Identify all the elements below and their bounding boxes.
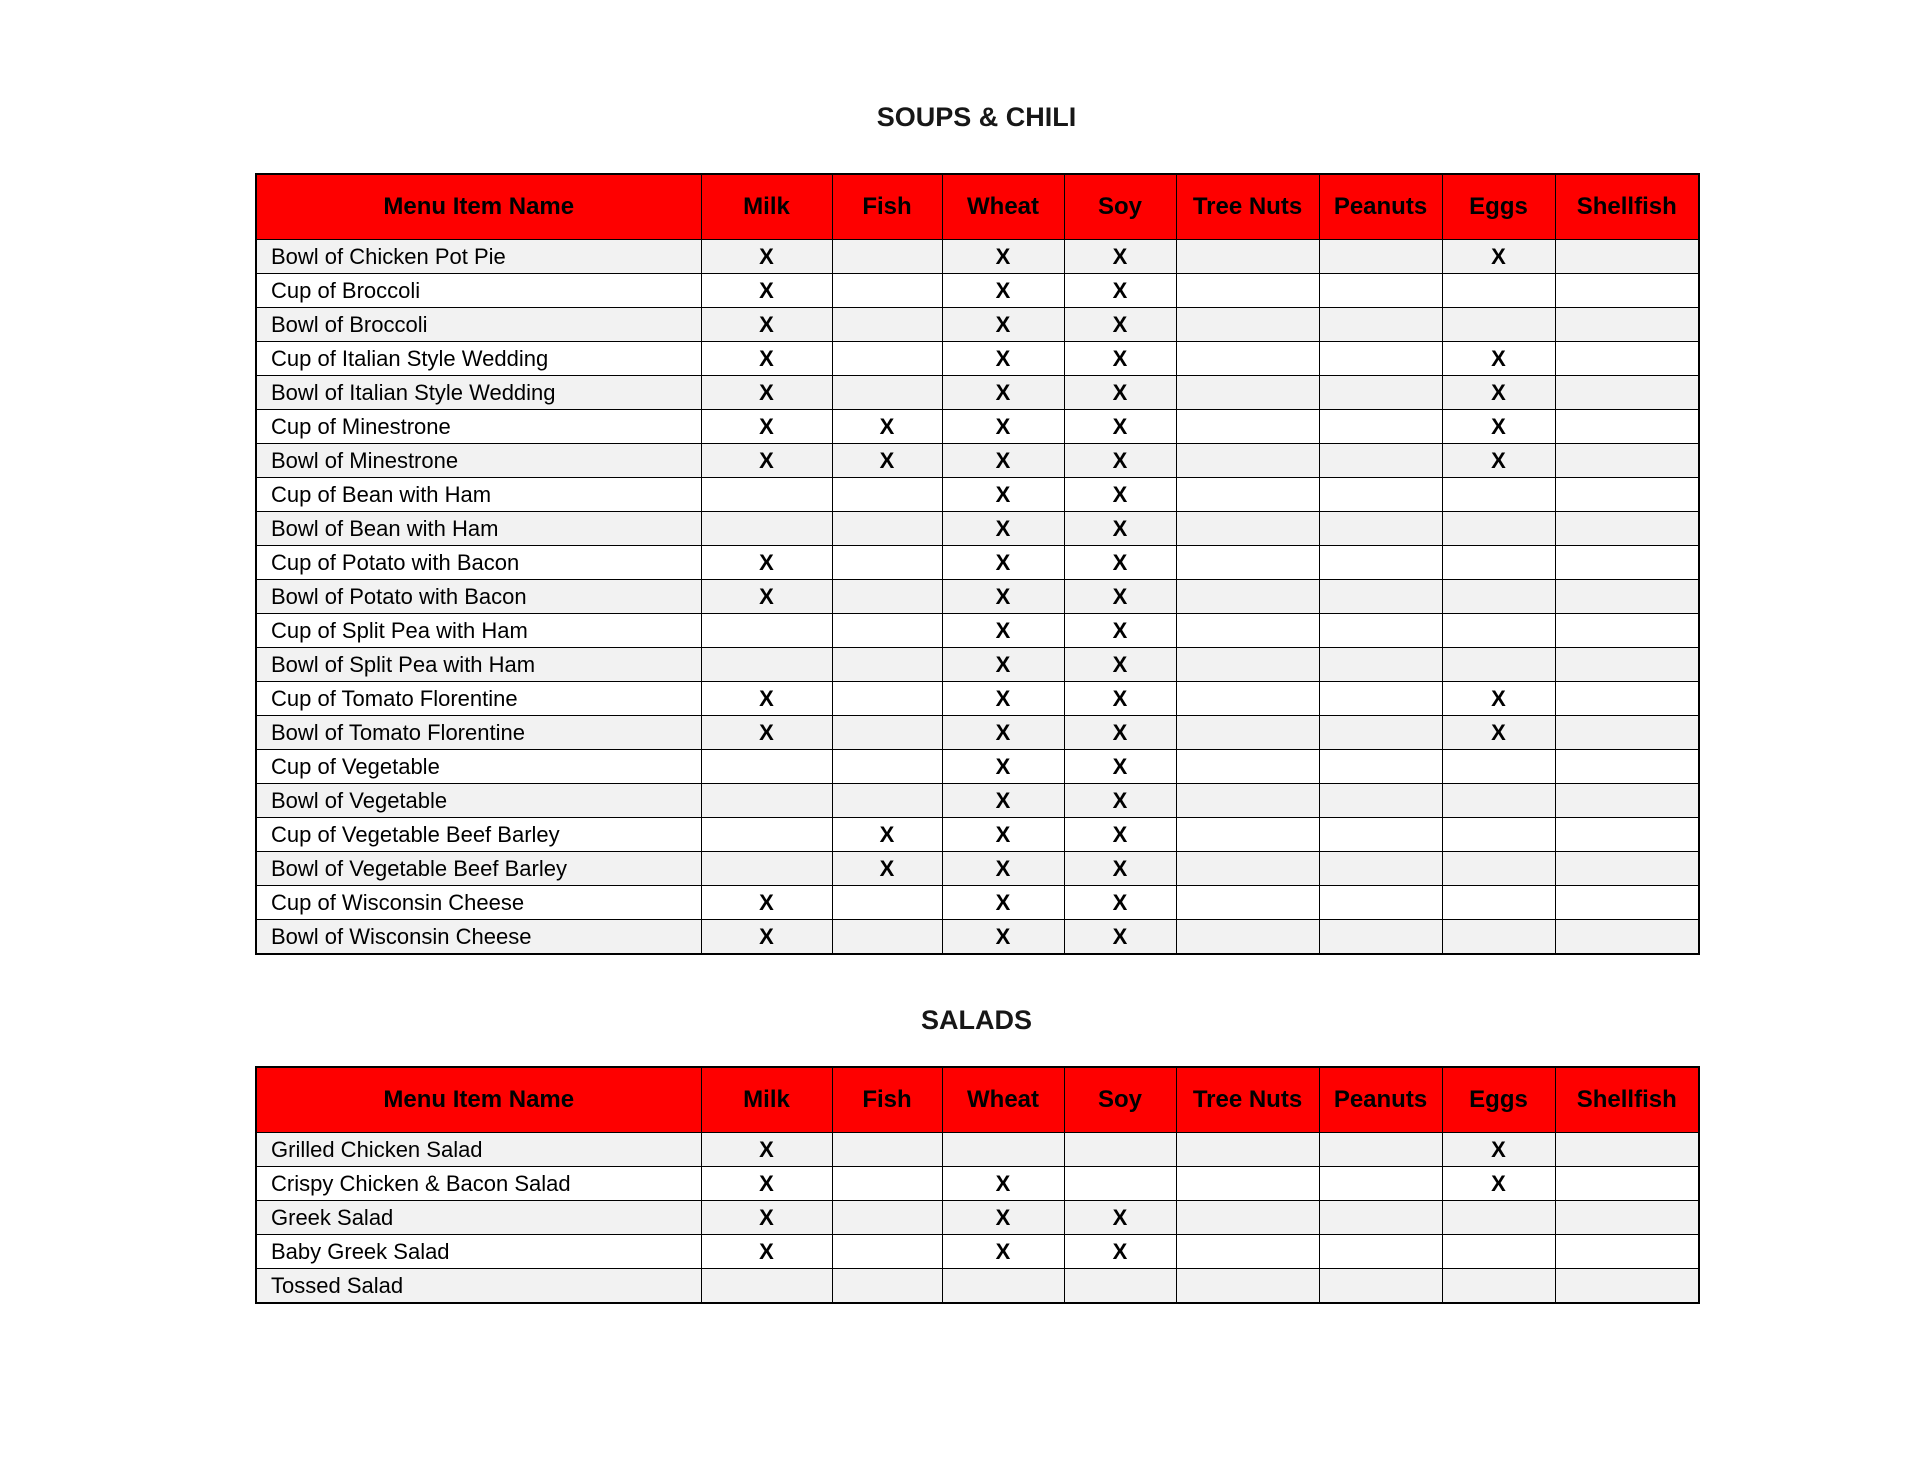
- allergen-mark-eggs: [1442, 580, 1555, 614]
- allergen-mark-fish: [832, 1201, 942, 1235]
- allergen-mark-wheat: X: [942, 818, 1064, 852]
- allergen-mark-wheat: X: [942, 410, 1064, 444]
- allergen-mark-milk: X: [701, 274, 832, 308]
- allergen-mark-eggs: X: [1442, 410, 1555, 444]
- allergen-mark-peanuts: [1319, 818, 1442, 852]
- allergen-mark-peanuts: [1319, 920, 1442, 955]
- allergen-mark-milk: X: [701, 240, 832, 274]
- allergen-mark-soy: X: [1064, 920, 1176, 955]
- allergen-mark-wheat: X: [942, 648, 1064, 682]
- allergen-mark-shellfish: [1555, 920, 1699, 955]
- menu-item-name: Bowl of Bean with Ham: [256, 512, 701, 546]
- table-row: [256, 512, 1699, 546]
- menu-item-name: Cup of Tomato Florentine: [256, 682, 701, 716]
- allergen-mark-milk: X: [701, 308, 832, 342]
- allergen-mark-tree-nuts: [1176, 308, 1319, 342]
- allergen-mark-soy: X: [1064, 376, 1176, 410]
- column-header-eggs: Eggs: [1442, 174, 1555, 240]
- allergen-mark-fish: [832, 308, 942, 342]
- allergen-mark-eggs: [1442, 1269, 1555, 1304]
- allergen-mark-eggs: [1442, 784, 1555, 818]
- allergen-mark-fish: [832, 478, 942, 512]
- column-header-shellfish: Shellfish: [1555, 174, 1699, 240]
- allergen-mark-tree-nuts: [1176, 682, 1319, 716]
- allergen-mark-peanuts: [1319, 682, 1442, 716]
- allergen-mark-tree-nuts: [1176, 886, 1319, 920]
- allergen-mark-eggs: [1442, 886, 1555, 920]
- salads-section: [255, 955, 1698, 1304]
- allergen-mark-shellfish: [1555, 342, 1699, 376]
- table-row: [256, 614, 1699, 648]
- menu-item-name: Cup of Bean with Ham: [256, 478, 701, 512]
- allergen-mark-fish: [832, 716, 942, 750]
- allergen-mark-milk: X: [701, 1167, 832, 1201]
- menu-item-name: Cup of Italian Style Wedding: [256, 342, 701, 376]
- allergen-mark-shellfish: [1555, 682, 1699, 716]
- allergen-mark-peanuts: [1319, 852, 1442, 886]
- menu-item-name: Cup of Vegetable Beef Barley: [256, 818, 701, 852]
- allergen-mark-soy: X: [1064, 240, 1176, 274]
- allergen-mark-fish: [832, 648, 942, 682]
- allergen-mark-wheat: X: [942, 546, 1064, 580]
- allergen-mark-fish: [832, 1133, 942, 1167]
- column-header-milk: Milk: [701, 174, 832, 240]
- allergen-mark-shellfish: [1555, 240, 1699, 274]
- allergen-mark-tree-nuts: [1176, 648, 1319, 682]
- allergen-mark-eggs: [1442, 818, 1555, 852]
- allergen-mark-soy: X: [1064, 614, 1176, 648]
- allergen-mark-milk: X: [701, 1201, 832, 1235]
- table-row: [256, 1167, 1699, 1201]
- allergen-mark-milk: X: [701, 716, 832, 750]
- allergen-mark-peanuts: [1319, 1269, 1442, 1304]
- table-row: [256, 1201, 1699, 1235]
- allergen-mark-soy: X: [1064, 648, 1176, 682]
- allergen-mark-peanuts: [1319, 1235, 1442, 1269]
- allergen-mark-tree-nuts: [1176, 1167, 1319, 1201]
- menu-item-name: Bowl of Wisconsin Cheese: [256, 920, 701, 955]
- allergen-mark-milk: [701, 512, 832, 546]
- allergen-mark-soy: X: [1064, 580, 1176, 614]
- header-row: [256, 1067, 1699, 1133]
- allergen-mark-peanuts: [1319, 750, 1442, 784]
- allergen-mark-soy: X: [1064, 852, 1176, 886]
- allergen-mark-wheat: X: [942, 1167, 1064, 1201]
- table-row: [256, 682, 1699, 716]
- allergen-mark-soy: [1064, 1167, 1176, 1201]
- allergen-mark-tree-nuts: [1176, 1201, 1319, 1235]
- allergen-mark-wheat: X: [942, 444, 1064, 478]
- allergen-mark-wheat: X: [942, 852, 1064, 886]
- allergen-mark-shellfish: [1555, 784, 1699, 818]
- allergen-mark-tree-nuts: [1176, 614, 1319, 648]
- allergen-mark-eggs: X: [1442, 444, 1555, 478]
- allergen-mark-soy: X: [1064, 682, 1176, 716]
- allergen-mark-fish: [832, 376, 942, 410]
- table-row: [256, 818, 1699, 852]
- allergen-mark-wheat: X: [942, 240, 1064, 274]
- allergen-mark-tree-nuts: [1176, 580, 1319, 614]
- allergen-mark-wheat: [942, 1269, 1064, 1304]
- menu-item-name: Bowl of Tomato Florentine: [256, 716, 701, 750]
- allergen-mark-shellfish: [1555, 1167, 1699, 1201]
- menu-item-name: Greek Salad: [256, 1201, 701, 1235]
- allergen-mark-shellfish: [1555, 1133, 1699, 1167]
- allergen-mark-eggs: X: [1442, 716, 1555, 750]
- allergen-mark-wheat: X: [942, 716, 1064, 750]
- column-header-wheat: Wheat: [942, 174, 1064, 240]
- allergen-mark-shellfish: [1555, 444, 1699, 478]
- allergen-mark-soy: X: [1064, 1235, 1176, 1269]
- allergen-mark-peanuts: [1319, 444, 1442, 478]
- allergen-mark-eggs: X: [1442, 1133, 1555, 1167]
- allergen-mark-peanuts: [1319, 1201, 1442, 1235]
- allergen-mark-tree-nuts: [1176, 240, 1319, 274]
- allergen-mark-fish: [832, 886, 942, 920]
- allergen-mark-shellfish: [1555, 1269, 1699, 1304]
- column-header-menu-item-name: Menu Item Name: [256, 174, 701, 240]
- allergen-mark-peanuts: [1319, 410, 1442, 444]
- allergen-mark-tree-nuts: [1176, 852, 1319, 886]
- allergen-mark-soy: [1064, 1133, 1176, 1167]
- table-row: [256, 716, 1699, 750]
- allergen-mark-shellfish: [1555, 614, 1699, 648]
- allergen-mark-tree-nuts: [1176, 784, 1319, 818]
- menu-item-name: Bowl of Chicken Pot Pie: [256, 240, 701, 274]
- allergen-mark-soy: X: [1064, 716, 1176, 750]
- allergen-mark-soy: X: [1064, 784, 1176, 818]
- column-header-tree-nuts: Tree Nuts: [1176, 1067, 1319, 1133]
- allergen-mark-milk: X: [701, 1235, 832, 1269]
- table-row: [256, 478, 1699, 512]
- allergen-mark-eggs: [1442, 648, 1555, 682]
- table-row: [256, 342, 1699, 376]
- allergen-mark-eggs: X: [1442, 376, 1555, 410]
- allergen-mark-soy: X: [1064, 308, 1176, 342]
- allergen-mark-milk: X: [701, 410, 832, 444]
- allergen-mark-tree-nuts: [1176, 1269, 1319, 1304]
- allergen-mark-fish: [832, 682, 942, 716]
- column-header-menu-item-name: Menu Item Name: [256, 1067, 701, 1133]
- allergen-mark-fish: [832, 342, 942, 376]
- allergen-mark-peanuts: [1319, 784, 1442, 818]
- allergen-mark-milk: X: [701, 580, 832, 614]
- allergen-mark-peanuts: [1319, 274, 1442, 308]
- allergen-mark-soy: X: [1064, 886, 1176, 920]
- allergen-mark-fish: [832, 1167, 942, 1201]
- allergen-mark-wheat: X: [942, 274, 1064, 308]
- allergen-mark-soy: X: [1064, 274, 1176, 308]
- allergen-mark-soy: X: [1064, 478, 1176, 512]
- allergen-mark-soy: X: [1064, 750, 1176, 784]
- allergen-mark-wheat: X: [942, 614, 1064, 648]
- allergen-mark-peanuts: [1319, 546, 1442, 580]
- allergen-mark-wheat: X: [942, 1235, 1064, 1269]
- allergen-mark-peanuts: [1319, 614, 1442, 648]
- allergen-mark-eggs: X: [1442, 1167, 1555, 1201]
- allergen-mark-soy: X: [1064, 444, 1176, 478]
- allergen-mark-fish: [832, 580, 942, 614]
- allergen-mark-milk: [701, 648, 832, 682]
- allergen-mark-wheat: X: [942, 376, 1064, 410]
- salads-allergen-table: [255, 1066, 1700, 1304]
- allergen-mark-milk: [701, 852, 832, 886]
- menu-item-name: Bowl of Potato with Bacon: [256, 580, 701, 614]
- soups-chili-allergen-table: [255, 173, 1700, 955]
- menu-item-name: Cup of Wisconsin Cheese: [256, 886, 701, 920]
- allergen-mark-eggs: [1442, 750, 1555, 784]
- allergen-mark-peanuts: [1319, 308, 1442, 342]
- allergen-mark-soy: X: [1064, 1201, 1176, 1235]
- allergen-mark-tree-nuts: [1176, 274, 1319, 308]
- soups-chili-title: SOUPS & CHILI: [876, 102, 1077, 132]
- column-header-peanuts: Peanuts: [1319, 1067, 1442, 1133]
- allergen-mark-wheat: X: [942, 784, 1064, 818]
- menu-item-name: Crispy Chicken & Bacon Salad: [256, 1167, 701, 1201]
- allergen-mark-fish: X: [832, 818, 942, 852]
- allergen-mark-milk: [701, 614, 832, 648]
- allergen-mark-wheat: X: [942, 1201, 1064, 1235]
- allergen-mark-soy: X: [1064, 410, 1176, 444]
- table-row: [256, 274, 1699, 308]
- allergen-mark-milk: X: [701, 444, 832, 478]
- column-header-wheat: Wheat: [942, 1067, 1064, 1133]
- allergen-mark-eggs: [1442, 546, 1555, 580]
- allergen-mark-wheat: X: [942, 682, 1064, 716]
- table-row: [256, 1133, 1699, 1167]
- allergen-mark-tree-nuts: [1176, 818, 1319, 852]
- allergen-mark-fish: [832, 750, 942, 784]
- allergen-mark-fish: [832, 512, 942, 546]
- allergen-mark-tree-nuts: [1176, 342, 1319, 376]
- menu-item-name: Baby Greek Salad: [256, 1235, 701, 1269]
- table-row: [256, 648, 1699, 682]
- allergen-mark-eggs: [1442, 478, 1555, 512]
- menu-item-name: Cup of Potato with Bacon: [256, 546, 701, 580]
- allergen-mark-eggs: X: [1442, 342, 1555, 376]
- soups-chili-section: [255, 0, 1698, 955]
- column-header-shellfish: Shellfish: [1555, 1067, 1699, 1133]
- menu-item-name: Cup of Vegetable: [256, 750, 701, 784]
- allergen-mark-tree-nuts: [1176, 410, 1319, 444]
- allergen-mark-wheat: X: [942, 920, 1064, 955]
- allergen-mark-shellfish: [1555, 750, 1699, 784]
- allergen-mark-fish: [832, 920, 942, 955]
- table-row: [256, 852, 1699, 886]
- allergen-mark-milk: X: [701, 376, 832, 410]
- allergen-mark-shellfish: [1555, 716, 1699, 750]
- table-row: [256, 1269, 1699, 1304]
- allergen-mark-shellfish: [1555, 376, 1699, 410]
- allergen-mark-fish: [832, 784, 942, 818]
- table-row: [256, 784, 1699, 818]
- allergen-mark-peanuts: [1319, 716, 1442, 750]
- allergen-mark-fish: [832, 546, 942, 580]
- allergen-mark-fish: [832, 240, 942, 274]
- allergen-mark-fish: [832, 1235, 942, 1269]
- menu-item-name: Bowl of Vegetable: [256, 784, 701, 818]
- allergen-mark-peanuts: [1319, 512, 1442, 546]
- allergen-mark-wheat: X: [942, 478, 1064, 512]
- allergen-mark-shellfish: [1555, 818, 1699, 852]
- table-row: [256, 580, 1699, 614]
- allergen-mark-peanuts: [1319, 886, 1442, 920]
- allergen-mark-peanuts: [1319, 1167, 1442, 1201]
- allergen-mark-soy: X: [1064, 546, 1176, 580]
- allergen-mark-shellfish: [1555, 478, 1699, 512]
- menu-item-name: Cup of Minestrone: [256, 410, 701, 444]
- allergen-mark-shellfish: [1555, 410, 1699, 444]
- allergen-mark-tree-nuts: [1176, 1235, 1319, 1269]
- allergen-mark-wheat: X: [942, 886, 1064, 920]
- allergen-mark-tree-nuts: [1176, 546, 1319, 580]
- column-header-milk: Milk: [701, 1067, 832, 1133]
- allergen-mark-wheat: [942, 1133, 1064, 1167]
- allergen-mark-eggs: [1442, 920, 1555, 955]
- allergen-mark-eggs: [1442, 614, 1555, 648]
- allergen-mark-milk: [701, 818, 832, 852]
- allergen-mark-shellfish: [1555, 274, 1699, 308]
- allergen-mark-tree-nuts: [1176, 478, 1319, 512]
- menu-item-name: Bowl of Split Pea with Ham: [256, 648, 701, 682]
- column-header-fish: Fish: [832, 174, 942, 240]
- table-row: [256, 376, 1699, 410]
- table-row: [256, 410, 1699, 444]
- allergen-mark-milk: [701, 750, 832, 784]
- allergen-mark-milk: X: [701, 920, 832, 955]
- salads-title: SALADS: [920, 1005, 1032, 1035]
- allergen-mark-soy: X: [1064, 342, 1176, 376]
- allergen-mark-tree-nuts: [1176, 750, 1319, 784]
- allergen-mark-fish: [832, 614, 942, 648]
- menu-item-name: Bowl of Italian Style Wedding: [256, 376, 701, 410]
- allergen-mark-tree-nuts: [1176, 512, 1319, 546]
- table-row: [256, 444, 1699, 478]
- allergen-mark-shellfish: [1555, 308, 1699, 342]
- allergen-mark-milk: [701, 478, 832, 512]
- table-row: [256, 308, 1699, 342]
- table-row: [256, 240, 1699, 274]
- allergen-mark-eggs: [1442, 274, 1555, 308]
- allergen-mark-wheat: X: [942, 342, 1064, 376]
- allergen-mark-tree-nuts: [1176, 716, 1319, 750]
- allergen-mark-peanuts: [1319, 240, 1442, 274]
- allergen-mark-soy: X: [1064, 818, 1176, 852]
- allergen-mark-shellfish: [1555, 648, 1699, 682]
- allergen-mark-fish: [832, 1269, 942, 1304]
- menu-item-name: Bowl of Minestrone: [256, 444, 701, 478]
- column-header-soy: Soy: [1064, 174, 1176, 240]
- allergen-mark-wheat: X: [942, 580, 1064, 614]
- allergen-mark-fish: X: [832, 852, 942, 886]
- allergen-mark-tree-nuts: [1176, 1133, 1319, 1167]
- allergen-mark-shellfish: [1555, 546, 1699, 580]
- menu-item-name: Grilled Chicken Salad: [256, 1133, 701, 1167]
- column-header-soy: Soy: [1064, 1067, 1176, 1133]
- allergen-mark-peanuts: [1319, 376, 1442, 410]
- allergen-mark-peanuts: [1319, 342, 1442, 376]
- allergen-mark-eggs: [1442, 512, 1555, 546]
- table-row: [256, 546, 1699, 580]
- allergen-mark-milk: X: [701, 546, 832, 580]
- allergen-mark-peanuts: [1319, 1133, 1442, 1167]
- allergen-mark-eggs: [1442, 1201, 1555, 1235]
- header-row: [256, 174, 1699, 240]
- allergen-mark-shellfish: [1555, 580, 1699, 614]
- allergen-mark-soy: [1064, 1269, 1176, 1304]
- allergen-mark-milk: X: [701, 886, 832, 920]
- menu-item-name: Bowl of Broccoli: [256, 308, 701, 342]
- allergen-mark-shellfish: [1555, 1201, 1699, 1235]
- allergen-mark-eggs: [1442, 852, 1555, 886]
- column-header-eggs: Eggs: [1442, 1067, 1555, 1133]
- allergen-mark-milk: [701, 1269, 832, 1304]
- allergen-mark-peanuts: [1319, 478, 1442, 512]
- allergen-mark-eggs: [1442, 308, 1555, 342]
- table-row: [256, 920, 1699, 955]
- allergen-mark-eggs: [1442, 1235, 1555, 1269]
- allergen-mark-eggs: X: [1442, 682, 1555, 716]
- allergen-mark-tree-nuts: [1176, 920, 1319, 955]
- table-row: [256, 886, 1699, 920]
- allergen-mark-tree-nuts: [1176, 376, 1319, 410]
- allergen-mark-soy: X: [1064, 512, 1176, 546]
- column-header-tree-nuts: Tree Nuts: [1176, 174, 1319, 240]
- allergen-mark-fish: X: [832, 410, 942, 444]
- menu-item-name: Tossed Salad: [256, 1269, 701, 1304]
- allergen-mark-shellfish: [1555, 852, 1699, 886]
- menu-item-name: Bowl of Vegetable Beef Barley: [256, 852, 701, 886]
- allergen-mark-fish: X: [832, 444, 942, 478]
- allergen-mark-milk: X: [701, 1133, 832, 1167]
- allergen-mark-tree-nuts: [1176, 444, 1319, 478]
- allergen-mark-shellfish: [1555, 886, 1699, 920]
- table-row: [256, 1235, 1699, 1269]
- allergen-mark-wheat: X: [942, 308, 1064, 342]
- menu-item-name: Cup of Split Pea with Ham: [256, 614, 701, 648]
- allergen-mark-fish: [832, 274, 942, 308]
- allergen-mark-wheat: X: [942, 750, 1064, 784]
- allergen-mark-shellfish: [1555, 512, 1699, 546]
- allergen-mark-peanuts: [1319, 580, 1442, 614]
- allergen-mark-eggs: X: [1442, 240, 1555, 274]
- menu-item-name: Cup of Broccoli: [256, 274, 701, 308]
- allergen-mark-wheat: X: [942, 512, 1064, 546]
- column-header-fish: Fish: [832, 1067, 942, 1133]
- allergen-mark-milk: X: [701, 682, 832, 716]
- allergen-mark-peanuts: [1319, 648, 1442, 682]
- allergen-mark-milk: [701, 784, 832, 818]
- table-row: [256, 750, 1699, 784]
- allergen-mark-milk: X: [701, 342, 832, 376]
- column-header-peanuts: Peanuts: [1319, 174, 1442, 240]
- allergen-mark-shellfish: [1555, 1235, 1699, 1269]
